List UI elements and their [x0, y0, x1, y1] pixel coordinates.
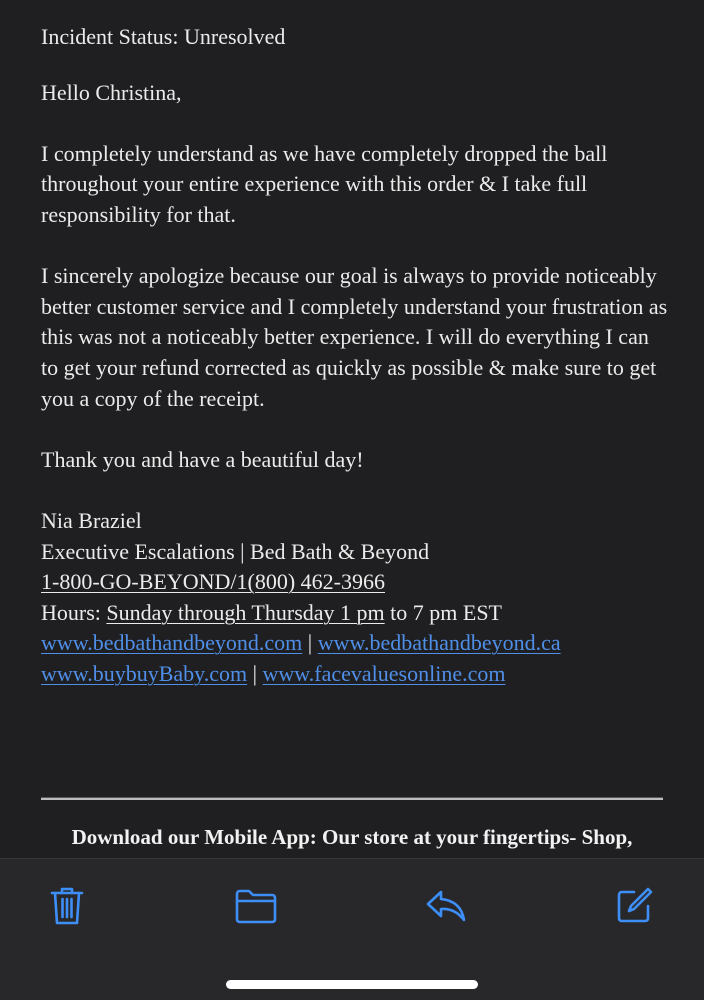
signature-links-row-2 — [41, 659, 671, 690]
email-divider — [41, 797, 663, 800]
folder-icon — [234, 888, 278, 924]
paragraph-apology-1: I completely understand as we have completely dropped the ball throughout your entire experience with this order & I take full responsibility for that. — [41, 140, 608, 227]
signature-hours — [41, 598, 671, 629]
incident-status: Incident Status: Unresolved — [41, 24, 286, 49]
greeting: Hello Christina, — [41, 79, 182, 105]
trash-icon — [50, 886, 84, 926]
signature-links-row-1 — [41, 628, 671, 659]
link-separator: | — [247, 660, 263, 686]
signature-phone[interactable]: 1-800-GO-BEYOND/1(800) 462-3966 — [41, 569, 386, 595]
signature-name: Nia Braziel — [41, 507, 142, 533]
move-to-folder-button[interactable] — [234, 884, 278, 928]
link-facevaluesonline[interactable]: www.facevaluesonline.com — [262, 660, 506, 686]
reply-icon — [425, 888, 467, 924]
mail-toolbar — [0, 858, 704, 1000]
paragraph-apology-2: I sincerely apologize because our goal is always to provide noticeably better customer service and I completely understand your frustration as this was not a noticeably better experience. I will do everything I can to get your refund corrected as quickly as possible & make sure to get you a copy of the receipt. — [41, 263, 668, 411]
link-bedbathandbeyond-com[interactable]: www.bedbathandbeyond.com — [41, 630, 303, 656]
hours-days[interactable]: Sunday through Thursday 1 pm — [106, 599, 385, 625]
signature-title: Executive Escalations | Bed Bath & Beyond — [41, 538, 430, 564]
hours-mid: to — [384, 599, 413, 625]
hours-end: 7 pm EST — [412, 599, 502, 625]
closing-line: Thank you and have a beautiful day! — [41, 446, 364, 472]
link-buybuybaby[interactable]: www.buybuyBaby.com — [41, 660, 248, 686]
home-indicator[interactable] — [226, 980, 478, 989]
compose-icon — [614, 886, 654, 926]
delete-button[interactable] — [45, 884, 89, 928]
signature-phone-line — [41, 567, 671, 598]
link-separator: | — [302, 630, 318, 656]
email-body — [41, 22, 671, 689]
link-bedbathandbeyond-ca[interactable]: www.bedbathandbeyond.ca — [317, 630, 561, 656]
hours-prefix: Hours: — [41, 599, 107, 625]
reply-button[interactable] — [424, 884, 468, 928]
mobile-app-promo: Download our Mobile App: Our store at your fingertips- Shop, — [71, 825, 633, 849]
compose-button[interactable] — [612, 884, 656, 928]
